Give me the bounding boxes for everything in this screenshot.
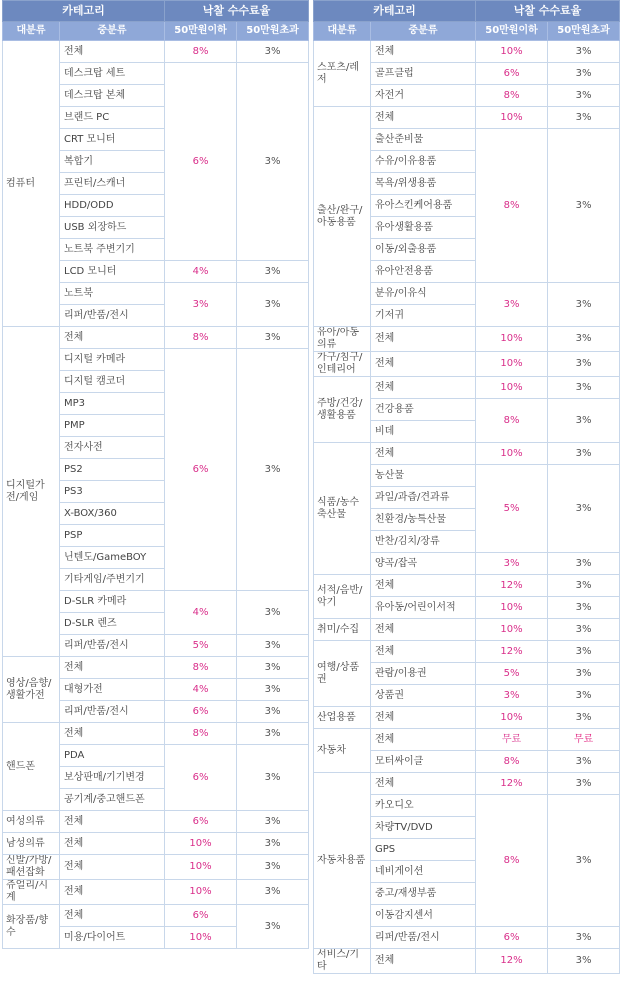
minor-category-cell: 데스크탑 세트: [60, 63, 165, 85]
table-row: [314, 41, 620, 63]
fee-over-cell: 3%: [237, 591, 309, 635]
fee-under-cell: 8%: [476, 85, 548, 107]
minor-category-cell: 과일/과즙/견과류: [371, 487, 476, 509]
fee-over-cell: 3%: [548, 327, 620, 352]
table-row: [3, 855, 309, 880]
minor-category-cell: PSP: [60, 525, 165, 547]
right-fee-table-panel: [313, 0, 619, 974]
under-header: 50만원이하: [165, 22, 237, 41]
major-category-cell: 쥬얼리/시계: [3, 880, 60, 905]
fee-over-cell: 3%: [548, 641, 620, 663]
fee-under-cell: 8%: [165, 327, 237, 349]
fee-under-cell: 5%: [476, 465, 548, 553]
minor-category-cell: 공기계/중고핸드폰: [60, 789, 165, 811]
left-fee-table-panel: [2, 0, 308, 949]
table-row: [314, 641, 620, 663]
major-category-cell: 신발/가방/패션잡화: [3, 855, 60, 880]
fee-over-cell: 3%: [548, 443, 620, 465]
minor-category-cell: 모터싸이클: [371, 751, 476, 773]
minor-category-cell: 전체: [371, 773, 476, 795]
fee-under-cell: 8%: [165, 723, 237, 745]
category-header: 카테고리: [3, 1, 165, 22]
major-category-cell: 여성의류: [3, 811, 60, 833]
minor-category-cell: 전체: [60, 657, 165, 679]
minor-category-cell: 전체: [371, 949, 476, 974]
minor-category-cell: LCD 모니터: [60, 261, 165, 283]
minor-category-cell: CRT 모니터: [60, 129, 165, 151]
fee-over-cell: 3%: [237, 41, 309, 63]
fee-under-cell: 10%: [476, 443, 548, 465]
minor-header: 중분류: [371, 22, 476, 41]
fee-over-cell: 3%: [548, 41, 620, 63]
fee-over-cell: 3%: [548, 352, 620, 377]
fee-under-cell: 8%: [476, 399, 548, 443]
major-category-cell: 디지털가전/게임: [3, 327, 60, 657]
minor-category-cell: 전체: [371, 377, 476, 399]
fee-over-cell: 3%: [548, 85, 620, 107]
minor-category-cell: PDA: [60, 745, 165, 767]
minor-category-cell: D-SLR 렌즈: [60, 613, 165, 635]
minor-category-cell: 전자사전: [60, 437, 165, 459]
fee-over-cell: 3%: [237, 855, 309, 880]
fee-over-cell: 3%: [548, 795, 620, 927]
fee-over-cell: 3%: [548, 751, 620, 773]
fee-under-cell: 6%: [165, 745, 237, 811]
fee-over-cell: 3%: [237, 327, 309, 349]
minor-category-cell: 리퍼/반품/전시: [371, 927, 476, 949]
minor-category-cell: 대형가전: [60, 679, 165, 701]
category-header: 카테고리: [314, 1, 476, 22]
minor-category-cell: 기타게임/주변기기: [60, 569, 165, 591]
minor-category-cell: 전체: [371, 619, 476, 641]
major-category-cell: 가구/침구/인테리어: [314, 352, 371, 377]
major-category-cell: 식품/농수축산물: [314, 443, 371, 575]
minor-category-cell: 복합기: [60, 151, 165, 173]
table-row: [3, 327, 309, 349]
minor-category-cell: 농산물: [371, 465, 476, 487]
fee-under-cell: 12%: [476, 773, 548, 795]
fee-under-cell: 4%: [165, 679, 237, 701]
minor-category-cell: 보상판매/기기변경: [60, 767, 165, 789]
minor-category-cell: 닌텐도/GameBOY: [60, 547, 165, 569]
table-row: [3, 833, 309, 855]
minor-category-cell: 기저귀: [371, 305, 476, 327]
fee-under-cell: 10%: [165, 927, 237, 949]
minor-category-cell: 미용/다이어트: [60, 927, 165, 949]
minor-category-cell: 데스크탑 본체: [60, 85, 165, 107]
fee-under-cell: 10%: [476, 707, 548, 729]
major-category-cell: 서적/음반/악기: [314, 575, 371, 619]
fee-under-cell: 10%: [165, 880, 237, 905]
table-row: [314, 773, 620, 795]
table-row: [3, 811, 309, 833]
minor-category-cell: 디지털 캠코더: [60, 371, 165, 393]
fee-over-cell: 3%: [548, 107, 620, 129]
minor-category-cell: 중고/재생부품: [371, 883, 476, 905]
table-row: [3, 41, 309, 63]
major-category-cell: 여행/상품권: [314, 641, 371, 707]
minor-category-cell: 비데: [371, 421, 476, 443]
fee-under-cell: 4%: [165, 261, 237, 283]
fee-under-cell: 5%: [476, 663, 548, 685]
fee-over-cell: 3%: [548, 597, 620, 619]
fee-under-cell: 6%: [165, 63, 237, 261]
minor-category-cell: 분유/이유식: [371, 283, 476, 305]
minor-category-cell: 건강용품: [371, 399, 476, 421]
fee-header: 낙찰 수수료율: [476, 1, 620, 22]
table-row: [314, 352, 620, 377]
fee-under-cell: 무료: [476, 729, 548, 751]
major-category-cell: 서비스/기타: [314, 949, 371, 974]
major-header: 대분류: [3, 22, 60, 41]
minor-category-cell: 이동감지센서: [371, 905, 476, 927]
fee-over-cell: 3%: [548, 707, 620, 729]
fee-over-cell: 3%: [548, 949, 620, 974]
fee-over-cell: 3%: [548, 129, 620, 283]
fee-under-cell: 10%: [476, 327, 548, 352]
minor-header: 중분류: [60, 22, 165, 41]
minor-category-cell: 전체: [60, 41, 165, 63]
major-category-cell: 주방/건강/생활용품: [314, 377, 371, 443]
fee-under-cell: 10%: [476, 107, 548, 129]
table-row: [3, 905, 309, 927]
major-category-cell: 스포츠/레저: [314, 41, 371, 107]
fee-under-cell: 3%: [165, 283, 237, 327]
table-row: [314, 619, 620, 641]
fee-under-cell: 12%: [476, 949, 548, 974]
table-row: [314, 377, 620, 399]
minor-category-cell: 전체: [371, 443, 476, 465]
fee-under-cell: 10%: [476, 377, 548, 399]
minor-category-cell: 반찬/김치/장류: [371, 531, 476, 553]
minor-category-cell: 전체: [371, 575, 476, 597]
minor-category-cell: 친환경/농특산물: [371, 509, 476, 531]
fee-under-cell: 10%: [476, 597, 548, 619]
fee-over-cell: 무료: [548, 729, 620, 751]
fee-under-cell: 8%: [476, 129, 548, 283]
minor-category-cell: 전체: [60, 905, 165, 927]
fee-over-cell: 3%: [548, 773, 620, 795]
major-category-cell: 자동차: [314, 729, 371, 773]
fee-over-cell: 3%: [237, 261, 309, 283]
fee-under-cell: 8%: [476, 751, 548, 773]
minor-category-cell: 유아생활용품: [371, 217, 476, 239]
over-header: 50만원초과: [548, 22, 620, 41]
minor-category-cell: 전체: [371, 327, 476, 352]
major-category-cell: 핸드폰: [3, 723, 60, 811]
fee-over-cell: 3%: [548, 465, 620, 553]
fee-under-cell: 10%: [476, 619, 548, 641]
fee-over-cell: 3%: [548, 927, 620, 949]
fee-under-cell: 8%: [476, 795, 548, 927]
fee-under-cell: 6%: [165, 905, 237, 927]
fee-over-cell: 3%: [548, 685, 620, 707]
fee-over-cell: 3%: [548, 553, 620, 575]
fee-over-cell: 3%: [548, 619, 620, 641]
major-header: 대분류: [314, 22, 371, 41]
fee-over-cell: 3%: [237, 833, 309, 855]
major-category-cell: 자동차용품: [314, 773, 371, 949]
major-category-cell: 산업용품: [314, 707, 371, 729]
minor-category-cell: 유아동/어린이서적: [371, 597, 476, 619]
minor-category-cell: 차량TV/DVD: [371, 817, 476, 839]
fee-over-cell: 3%: [237, 283, 309, 327]
fee-under-cell: 5%: [165, 635, 237, 657]
minor-category-cell: 전체: [371, 352, 476, 377]
minor-category-cell: HDD/ODD: [60, 195, 165, 217]
fee-over-cell: 3%: [548, 377, 620, 399]
minor-category-cell: 유아안전용품: [371, 261, 476, 283]
minor-category-cell: 전체: [60, 855, 165, 880]
major-category-cell: 출산/완구/아동용품: [314, 107, 371, 327]
fee-over-cell: 3%: [548, 63, 620, 85]
minor-category-cell: 브랜드 PC: [60, 107, 165, 129]
fee-over-cell: 3%: [237, 905, 309, 949]
minor-category-cell: 관람/이용권: [371, 663, 476, 685]
table-row: [3, 723, 309, 745]
major-category-cell: 남성의류: [3, 833, 60, 855]
over-header: 50만원초과: [237, 22, 309, 41]
minor-category-cell: 전체: [60, 723, 165, 745]
fee-under-cell: 12%: [476, 575, 548, 597]
minor-category-cell: 전체: [371, 41, 476, 63]
fee-over-cell: 3%: [237, 63, 309, 261]
minor-category-cell: 출산준비물: [371, 129, 476, 151]
fee-under-cell: 6%: [476, 927, 548, 949]
minor-category-cell: 전체: [60, 811, 165, 833]
fee-header: 낙찰 수수료율: [165, 1, 309, 22]
fee-over-cell: 3%: [237, 880, 309, 905]
minor-category-cell: 골프클럽: [371, 63, 476, 85]
table-row: [314, 107, 620, 129]
minor-category-cell: 양곡/잡곡: [371, 553, 476, 575]
fee-under-cell: 6%: [165, 811, 237, 833]
fee-over-cell: 3%: [237, 745, 309, 811]
minor-category-cell: 전체: [60, 880, 165, 905]
minor-category-cell: 전체: [371, 707, 476, 729]
fee-under-cell: 4%: [165, 591, 237, 635]
fee-under-cell: 8%: [165, 657, 237, 679]
minor-category-cell: 전체: [371, 641, 476, 663]
fee-over-cell: 3%: [548, 399, 620, 443]
table-row: [314, 949, 620, 974]
minor-category-cell: 네비게이션: [371, 861, 476, 883]
major-category-cell: 영상/음향/생활가전: [3, 657, 60, 723]
minor-category-cell: X-BOX/360: [60, 503, 165, 525]
minor-category-cell: 카오디오: [371, 795, 476, 817]
fee-over-cell: 3%: [237, 635, 309, 657]
fee-over-cell: 3%: [548, 575, 620, 597]
fee-over-cell: 3%: [237, 349, 309, 591]
fee-under-cell: 10%: [476, 41, 548, 63]
minor-category-cell: 상품권: [371, 685, 476, 707]
table-row: [314, 729, 620, 751]
minor-category-cell: 노트북 주변기기: [60, 239, 165, 261]
minor-category-cell: 전체: [60, 327, 165, 349]
fee-over-cell: 3%: [237, 679, 309, 701]
fee-under-cell: 6%: [476, 63, 548, 85]
minor-category-cell: 디지털 카메라: [60, 349, 165, 371]
fee-over-cell: 3%: [237, 657, 309, 679]
major-category-cell: 화장품/향수: [3, 905, 60, 949]
minor-category-cell: D-SLR 카메라: [60, 591, 165, 613]
table-row: [314, 443, 620, 465]
minor-category-cell: PS3: [60, 481, 165, 503]
fee-under-cell: 6%: [165, 349, 237, 591]
fee-under-cell: 3%: [476, 553, 548, 575]
table-row: [3, 657, 309, 679]
fee-under-cell: 10%: [476, 352, 548, 377]
minor-category-cell: 자전거: [371, 85, 476, 107]
minor-category-cell: 리퍼/반품/전시: [60, 305, 165, 327]
minor-category-cell: 유아스킨케어용품: [371, 195, 476, 217]
fee-under-cell: 3%: [476, 283, 548, 327]
minor-category-cell: USB 외장하드: [60, 217, 165, 239]
fee-over-cell: 3%: [548, 663, 620, 685]
fee-under-cell: 10%: [165, 833, 237, 855]
fee-over-cell: 3%: [237, 723, 309, 745]
major-category-cell: 유아/아동의류: [314, 327, 371, 352]
minor-category-cell: 전체: [371, 107, 476, 129]
table-row: [3, 880, 309, 905]
table-row: [314, 575, 620, 597]
major-category-cell: 취미/수집: [314, 619, 371, 641]
minor-category-cell: GPS: [371, 839, 476, 861]
minor-category-cell: 리퍼/반품/전시: [60, 635, 165, 657]
minor-category-cell: 전체: [60, 833, 165, 855]
minor-category-cell: 프린터/스캐너: [60, 173, 165, 195]
fee-under-cell: 6%: [165, 701, 237, 723]
minor-category-cell: MP3: [60, 393, 165, 415]
minor-category-cell: 전체: [371, 729, 476, 751]
fee-under-cell: 8%: [165, 41, 237, 63]
minor-category-cell: 이동/외출용품: [371, 239, 476, 261]
minor-category-cell: PMP: [60, 415, 165, 437]
minor-category-cell: 노트북: [60, 283, 165, 305]
fee-over-cell: 3%: [548, 283, 620, 327]
under-header: 50만원이하: [476, 22, 548, 41]
minor-category-cell: PS2: [60, 459, 165, 481]
fee-over-cell: 3%: [237, 701, 309, 723]
table-row: [314, 707, 620, 729]
fee-over-cell: 3%: [237, 811, 309, 833]
table-row: [314, 327, 620, 352]
fee-under-cell: 3%: [476, 685, 548, 707]
fee-under-cell: 10%: [165, 855, 237, 880]
right-fee-table: [313, 0, 620, 974]
minor-category-cell: 목욕/위생용품: [371, 173, 476, 195]
fee-under-cell: 12%: [476, 641, 548, 663]
minor-category-cell: 리퍼/반품/전시: [60, 701, 165, 723]
left-fee-table: [2, 0, 309, 949]
minor-category-cell: 수유/이유용품: [371, 151, 476, 173]
major-category-cell: 컴퓨터: [3, 41, 60, 327]
